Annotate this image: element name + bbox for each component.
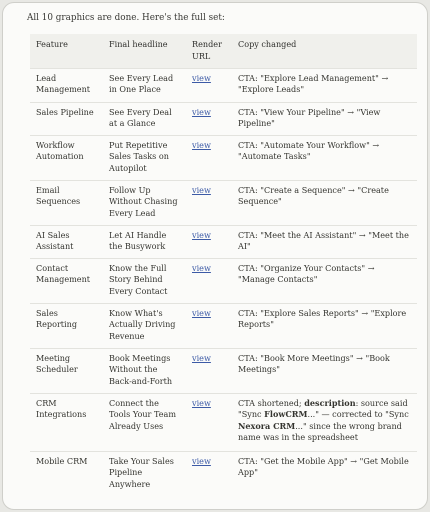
headline-cell: Book Meetings Without the Back-and-Forth [103, 348, 186, 393]
view-link[interactable]: view [192, 184, 211, 195]
view-link[interactable]: view [192, 139, 211, 150]
copy-cell: CTA: "Explore Sales Reports" → "Explore Reports" [232, 303, 417, 348]
feature-cell: Sales Reporting [30, 303, 103, 348]
feature-cell: Contact Management [30, 258, 103, 303]
graphics-table [30, 34, 417, 496]
header-final-headline: Final headline [103, 34, 186, 68]
feature-cell: Meeting Scheduler [30, 348, 103, 393]
copy-cell: CTA: "View Your Pipeline" → "View Pipeline" [232, 102, 417, 135]
copy-text: : source said "Sync [238, 397, 408, 420]
copy-bold-text: Nexora CRM [238, 420, 296, 431]
headline-cell: See Every Lead in One Place [103, 68, 186, 102]
copy-text: ..." since the wrong brand name was in the spreadsheet [238, 420, 402, 443]
table-row [30, 68, 417, 102]
header-render-url: Render URL [186, 34, 232, 68]
feature-cell: Workflow Automation [30, 135, 103, 180]
chat-message-panel [2, 2, 428, 510]
copy-cell: CTA: "Meet the AI Assistant" → "Meet the AI" [232, 225, 417, 258]
view-link[interactable]: view [192, 262, 211, 273]
view-link[interactable]: view [192, 106, 211, 117]
table-row [30, 348, 417, 393]
table-row [30, 180, 417, 225]
copy-cell: CTA: "Create a Sequence" → "Create Sequence" [232, 180, 417, 225]
copy-bold-text: FlowCRM [264, 409, 308, 420]
view-link[interactable]: view [192, 307, 211, 318]
header-copy-changed: Copy changed [232, 34, 417, 68]
table-row [30, 258, 417, 303]
feature-cell: Mobile CRM [30, 451, 103, 496]
table-header-row [30, 34, 417, 68]
table-row [30, 393, 417, 451]
copy-cell: CTA: "Book More Meetings" → "Book Meetings" [232, 348, 417, 393]
feature-cell: Lead Management [30, 68, 103, 102]
headline-cell: Know the Full Story Behind Every Contact [103, 258, 186, 303]
copy-cell: CTA: "Automate Your Workflow" → "Automate Tasks" [232, 135, 417, 180]
copy-text: ..." — corrected to "Sync [307, 409, 409, 420]
copy-cell: CTA: "Organize Your Contacts" → "Manage Contacts" [232, 258, 417, 303]
copy-cell: CTA: "Explore Lead Management" → "Explore Leads" [232, 68, 417, 102]
feature-cell: AI Sales Assistant [30, 225, 103, 258]
table-row [30, 102, 417, 135]
headline-cell: See Every Deal at a Glance [103, 102, 186, 135]
table-row [30, 225, 417, 258]
intro-text: All 10 graphics are done. Here's the full set: [27, 13, 225, 23]
feature-cell: CRM Integrations [30, 393, 103, 451]
headline-cell: Take Your Sales Pipeline Anywhere [103, 451, 186, 496]
headline-cell: Follow Up Without Chasing Every Lead [103, 180, 186, 225]
feature-cell: Sales Pipeline [30, 102, 103, 135]
copy-bold-text: description [304, 397, 356, 408]
view-link[interactable]: view [192, 352, 211, 363]
table-row [30, 451, 417, 496]
headline-cell: Put Repetitive Sales Tasks on Autopilot [103, 135, 186, 180]
view-link[interactable]: view [192, 72, 211, 83]
copy-cell: CTA: "Get the Mobile App" → "Get Mobile App" [232, 451, 417, 496]
feature-cell: Email Sequences [30, 180, 103, 225]
table-row [30, 135, 417, 180]
view-link[interactable]: view [192, 397, 211, 408]
header-feature: Feature [30, 34, 103, 68]
view-link[interactable]: view [192, 455, 211, 466]
headline-cell: Know What's Actually Driving Revenue [103, 303, 186, 348]
copy-text: CTA shortened; [238, 397, 305, 408]
headline-cell: Connect the Tools Your Team Already Uses [103, 393, 186, 451]
copy-cell [232, 393, 417, 451]
table-row [30, 303, 417, 348]
view-link[interactable]: view [192, 229, 211, 240]
headline-cell: Let AI Handle the Busywork [103, 225, 186, 258]
